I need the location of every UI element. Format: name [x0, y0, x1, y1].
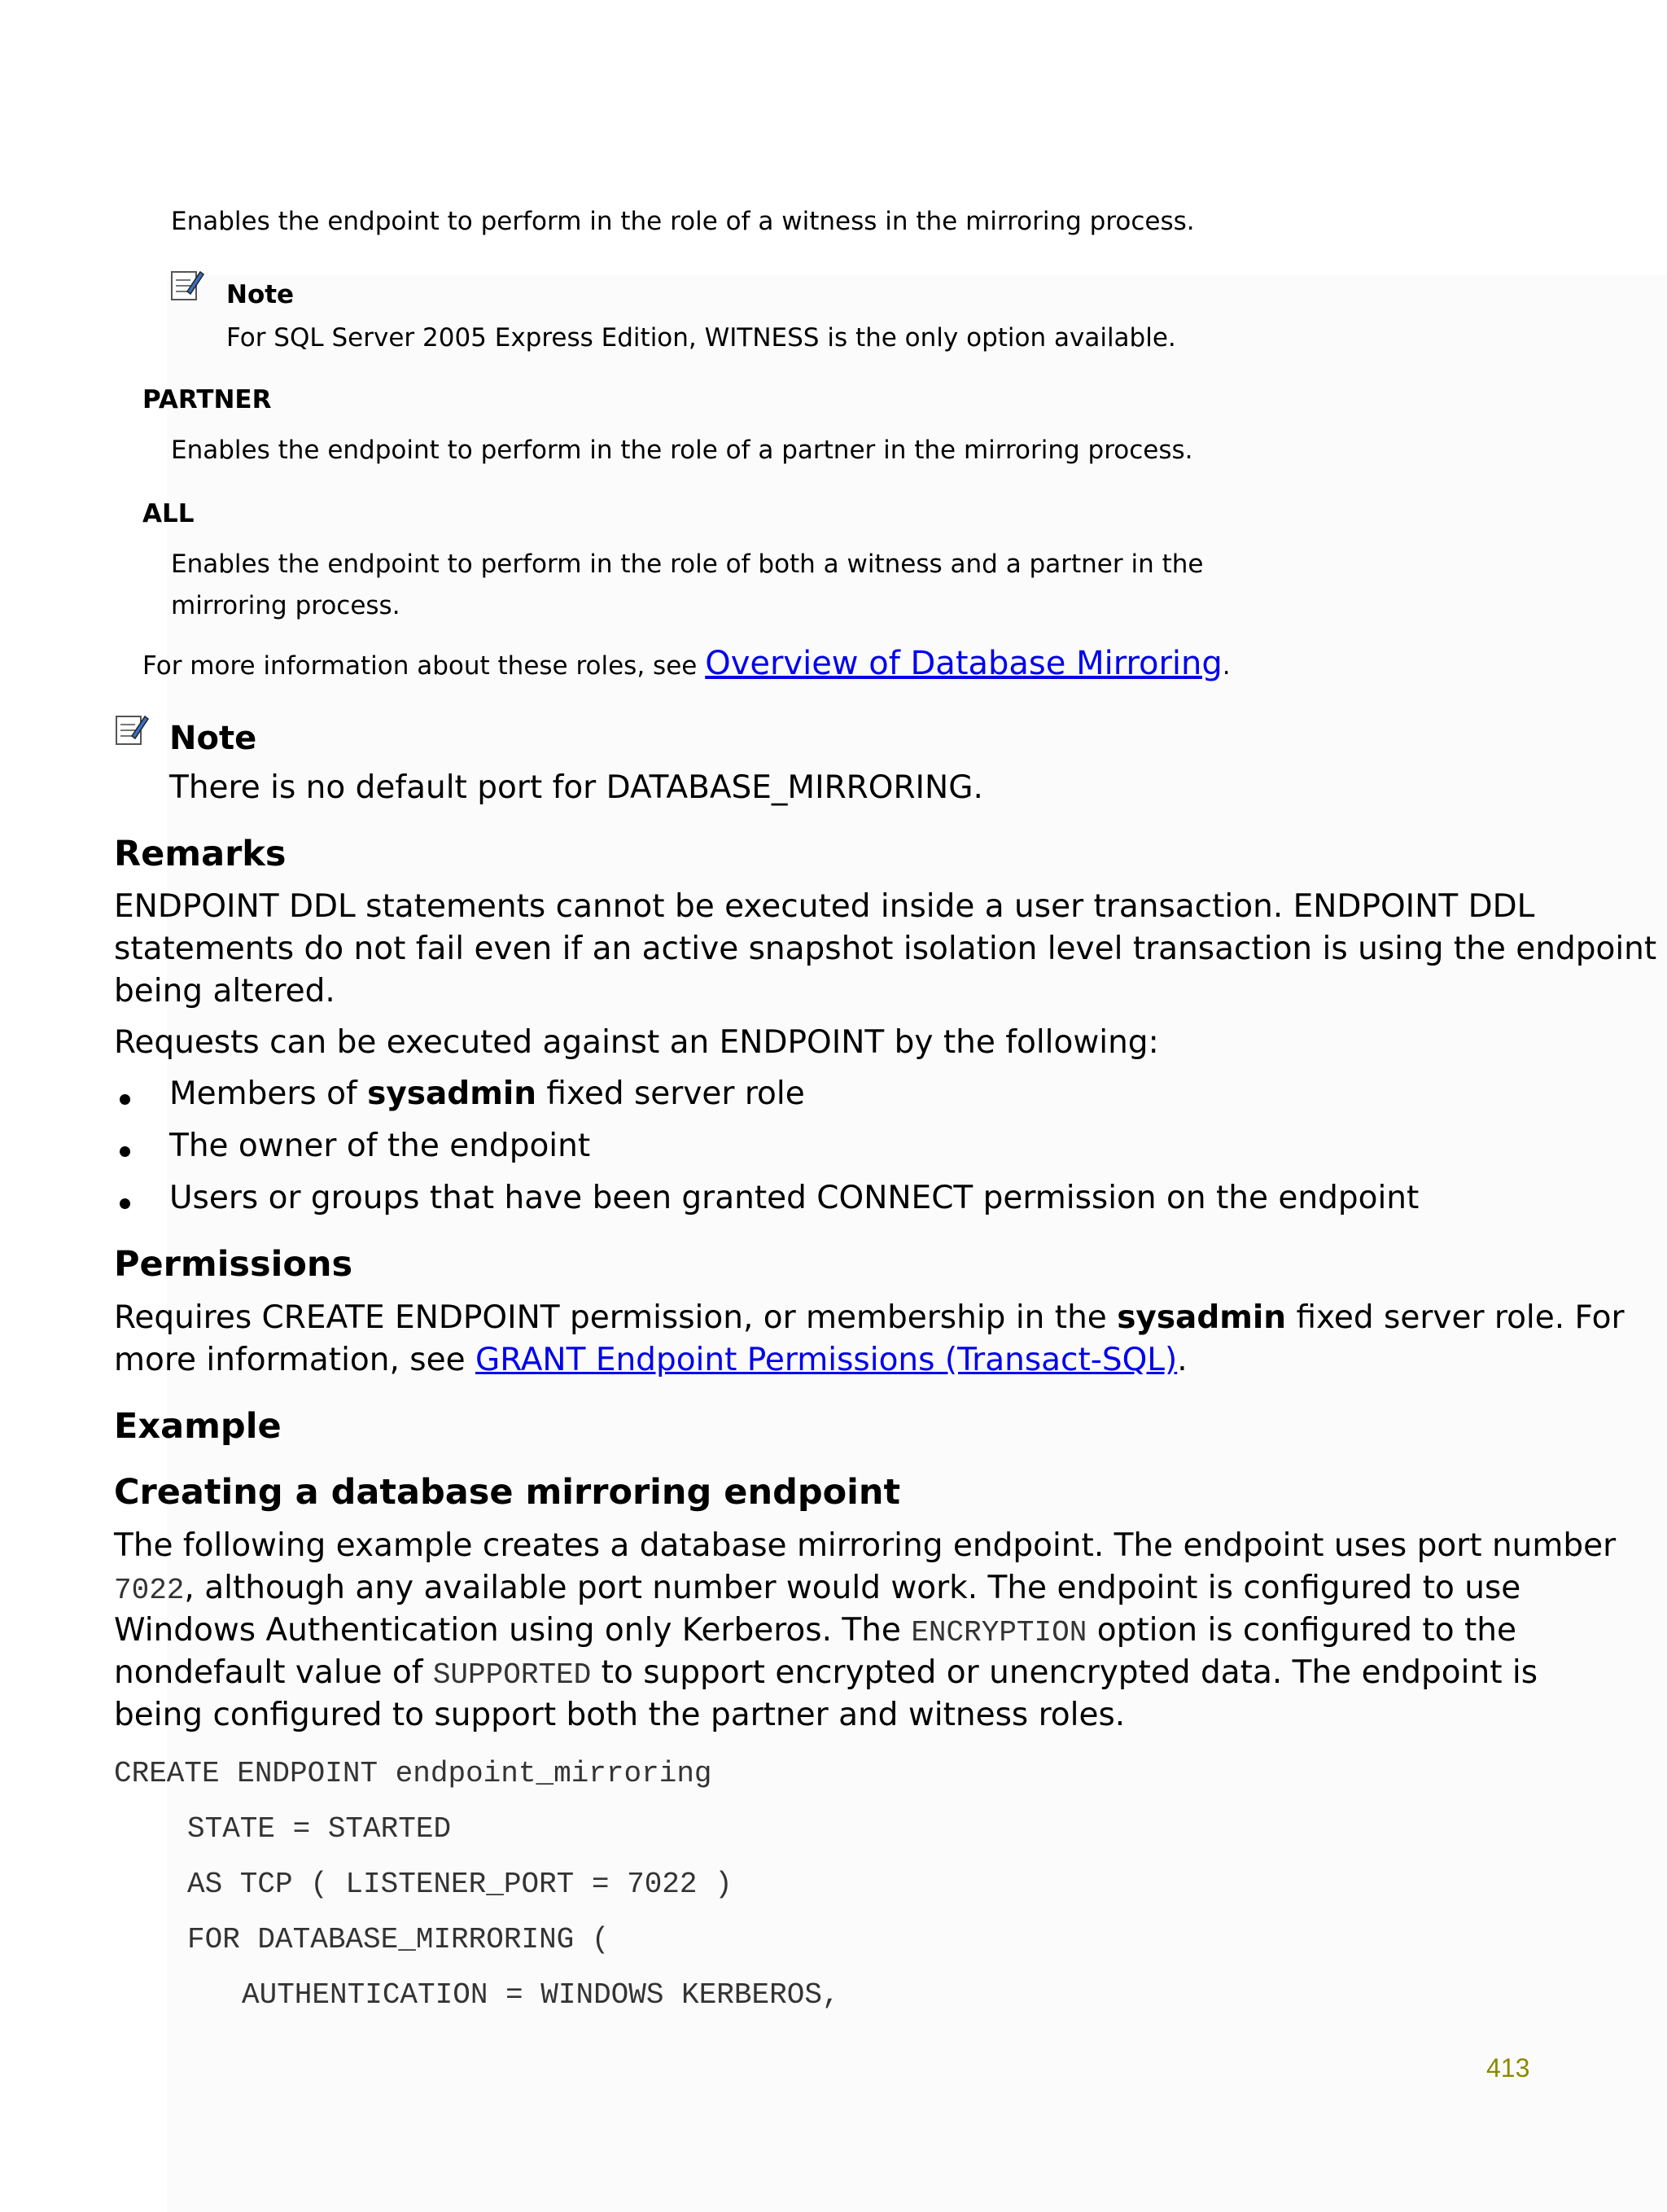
example-line3-text: Windows Authentication using only Kerberos. The	[114, 1612, 912, 1649]
example-line4-suffix: to support encrypted or unencrypted data. The endpoint is	[591, 1654, 1538, 1691]
list-item: The owner of the endpoint	[169, 1128, 591, 1164]
grant-endpoint-permissions-link[interactable]: GRANT Endpoint Permissions (Transact-SQL)	[475, 1342, 1178, 1378]
note-text: For SQL Server 2005 Express Edition, WITNESS is the only option available.	[226, 323, 1176, 353]
witness-description: Enables the endpoint to perform in the role of a witness in the mirroring process.	[171, 207, 1195, 236]
inline-code-encryption: ENCRYPTION	[911, 1616, 1087, 1649]
permissions-line2-suffix: .	[1177, 1342, 1188, 1378]
permissions-line2-prefix: more information, see	[114, 1342, 476, 1378]
code-line: FOR DATABASE_MIRRORING (	[187, 1923, 610, 1956]
note2-text: There is no default port for DATABASE_MIRRORING.	[169, 769, 983, 806]
more-info-line	[142, 647, 1231, 682]
bullet-dot	[120, 1146, 130, 1157]
code-line: AS TCP ( LISTENER_PORT = 7022 )	[187, 1868, 733, 1901]
example-subheading: Creating a database mirroring endpoint	[114, 1472, 901, 1513]
partner-description: Enables the endpoint to perform in the role of a partner in the mirroring process.	[171, 436, 1193, 465]
all-description-line2: mirroring process.	[171, 591, 400, 620]
example-line4	[114, 1652, 1538, 1697]
example-line2-text: , although any available port number would work. The endpoint is configured to use	[184, 1570, 1521, 1606]
overview-database-mirroring-link[interactable]: Overview of Database Mirroring	[705, 645, 1223, 682]
more-info-prefix: For more information about these roles, see	[142, 651, 706, 681]
permissions-line2	[114, 1339, 1188, 1382]
code-line: AUTHENTICATION = WINDOWS KERBEROS,	[242, 1978, 840, 2012]
example-line5: being configured to support both the partner and witness roles.	[114, 1697, 1126, 1733]
inline-code-supported: SUPPORTED	[432, 1658, 592, 1692]
example-line3-suffix: option is configured to the	[1087, 1612, 1516, 1649]
remarks-para1-line3: being altered.	[114, 973, 335, 1010]
example-line1: The following example creates a database mirroring endpoint. The endpoint uses port number	[114, 1527, 1617, 1564]
permissions-heading: Permissions	[114, 1244, 353, 1285]
list-item: Users or groups that have been granted CONNECT permission on the endpoint	[169, 1180, 1420, 1216]
remarks-para2: Requests can be executed against an ENDPOINT by the following:	[114, 1024, 1159, 1061]
bullet-dot	[120, 1094, 130, 1105]
bullet1-suffix: fixed server role	[536, 1075, 805, 1112]
note-title: Note	[226, 280, 295, 309]
code-line: CREATE ENDPOINT endpoint_mirroring	[114, 1757, 712, 1790]
all-description-line1: Enables the endpoint to perform in the role of both a witness and a partner in the	[171, 550, 1204, 579]
bullet1-prefix: Members of	[169, 1075, 368, 1112]
example-line3	[114, 1610, 1516, 1654]
note-icon	[169, 267, 205, 303]
permissions-sysadmin: sysadmin	[1117, 1299, 1287, 1336]
permissions-line1-prefix: Requires CREATE ENDPOINT permission, or membership in the	[114, 1299, 1118, 1336]
page-number: 413	[1486, 2053, 1530, 2083]
permissions-line1	[114, 1297, 1625, 1339]
note2-title: Note	[169, 720, 257, 757]
example-heading: Example	[114, 1406, 282, 1447]
inline-code-7022: 7022	[114, 1574, 185, 1607]
example-line4-text: nondefault value of	[114, 1654, 433, 1691]
all-term: ALL	[142, 499, 195, 528]
example-line2	[114, 1567, 1520, 1612]
more-info-suffix: .	[1222, 651, 1231, 681]
remarks-para1-line1: ENDPOINT DDL statements cannot be executed inside a user transaction. ENDPOINT DDL	[114, 888, 1535, 925]
list-item	[169, 1073, 805, 1115]
permissions-line1-suffix: fixed server role. For	[1286, 1299, 1625, 1336]
remarks-para1-line2: statements do not fail even if an active snapshot isolation level transaction is using the endpoint	[114, 931, 1657, 967]
partner-term: PARTNER	[142, 385, 272, 414]
remarks-heading: Remarks	[114, 834, 287, 874]
note-icon	[114, 712, 150, 747]
code-line: STATE = STARTED	[187, 1812, 452, 1846]
bullet1-bold: sysadmin	[367, 1075, 536, 1112]
bullet-dot	[120, 1198, 130, 1209]
